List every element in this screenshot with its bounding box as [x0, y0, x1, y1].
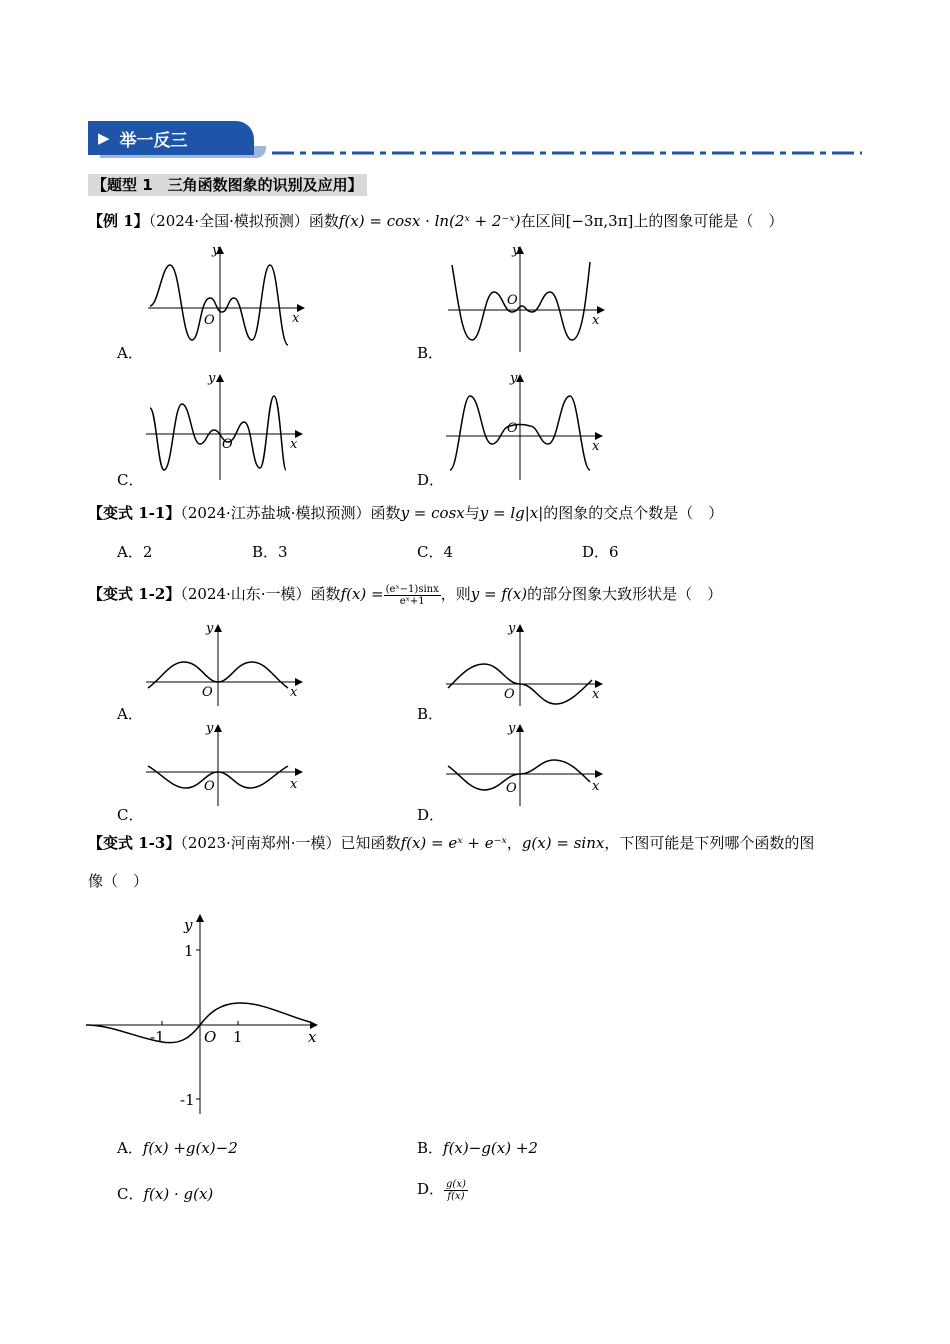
example1-tag: 【例 1】 [88, 212, 149, 230]
variant13-formula2: g(x) = sinx [521, 834, 605, 852]
origin-label: O [504, 687, 515, 702]
axis-y-label: y [212, 243, 220, 258]
axis-x-label: x [592, 439, 600, 454]
variant11-stem-post: 的图象的交点个数是（ ） [543, 504, 724, 522]
example1-graph-a [140, 240, 310, 355]
variant12-option-c: C． [117, 806, 144, 824]
x-tick-neg-1: -1 [150, 1028, 165, 1046]
fraction-numerator: (eˣ−1)sinx [385, 583, 439, 595]
example1-formula: f(x) = cosx · ln(2ˣ + 2⁻ˣ) [338, 212, 521, 230]
variant11-formula2: y = lg|x| [479, 504, 544, 522]
origin-label: O [204, 313, 215, 328]
variant12-option-b: B． [417, 705, 444, 723]
axis-x-label: x [592, 687, 600, 702]
topic-title: 【题型 1 三角函数图象的识别及应用】 [88, 174, 367, 196]
example1-stem-pre: 函数 [308, 212, 339, 230]
variant13-stem-line2: 像（ ） [88, 872, 149, 890]
origin-label: O [506, 781, 517, 796]
variant12-graph-d [440, 718, 610, 808]
origin-label: O [204, 779, 215, 794]
axis-x-label: x [290, 437, 298, 452]
axis-y-label: y [512, 243, 520, 258]
variant12-option-d: D． [417, 806, 445, 824]
example1-graph-b [440, 240, 610, 355]
example1-interval: [−3π,3π] [565, 212, 634, 230]
variant11-source: （2024·江苏盐城·模拟预测） [180, 504, 371, 522]
origin-label: O [507, 421, 518, 436]
variant13-sep: ， [506, 834, 522, 852]
variant13-choice-d [417, 1178, 468, 1202]
dash-rule-divider [272, 150, 862, 156]
origin-label: O [202, 685, 213, 700]
axis-y-label: y [508, 721, 516, 736]
choice-letter: B． [417, 1139, 444, 1157]
variant11-choice-a: A．2 [117, 543, 153, 561]
fraction-numerator: g(x) [446, 1178, 466, 1190]
fraction-denominator: f(x) [447, 1190, 465, 1202]
axis-y-label: y [206, 621, 214, 636]
choice-letter: C． [117, 1185, 144, 1203]
choice-fraction [444, 1179, 468, 1202]
example1-stem-post: 上的图象可能是（ ） [633, 212, 784, 230]
variant11-stem-mid: 与 [464, 504, 480, 522]
axis-x-label: x [308, 1028, 317, 1046]
axis-y-label: y [184, 916, 193, 934]
variant12-tag: 【变式 1-2】 [88, 585, 181, 603]
variant12-option-a: A． [117, 705, 143, 723]
variant11-choice-c: C．4 [417, 543, 454, 561]
variant12-formula-lhs: f(x) = [340, 585, 384, 603]
variant12-formula2: y = f(x) [470, 585, 528, 603]
variant13-tag: 【变式 1-3】 [88, 834, 181, 852]
example1-option-a: A． [117, 344, 143, 362]
variant13-stem-post: ，下图可能是下列哪个函数的图 [604, 834, 815, 852]
variant13-choice-b [417, 1137, 538, 1159]
variant11-tag: 【变式 1-1】 [88, 504, 181, 522]
choice-letter: D． [417, 1180, 445, 1198]
axis-y-label: y [508, 621, 516, 636]
variant12-graph-a [140, 618, 310, 708]
example1-stem [88, 210, 783, 232]
x-tick-1: 1 [233, 1028, 243, 1046]
variant12-graph-c [140, 718, 310, 808]
example1-option-b: B． [417, 344, 444, 362]
variant12-source: （2024·山东·一模） [180, 585, 311, 603]
example1-source: （2024·全国·模拟预测） [148, 212, 309, 230]
axis-y-label: y [208, 371, 216, 386]
variant13-choice-c [117, 1183, 213, 1205]
example1-graph-d [440, 368, 610, 483]
variant11-stem [88, 502, 723, 524]
choice-letter: A． [117, 1139, 143, 1157]
example1-option-d: D． [417, 471, 445, 489]
axis-x-label: x [292, 311, 300, 326]
variant12-stem [88, 583, 722, 607]
play-triangle-icon: ▶ [98, 129, 110, 147]
axis-y-label: y [510, 371, 518, 386]
variant13-choice-a [117, 1137, 238, 1159]
y-tick-1: 1 [184, 942, 194, 960]
variant11-formula1: y = cosx [400, 504, 465, 522]
variant12-stem-mid: ，则 [440, 585, 471, 603]
banner-title: 举一反三 [119, 130, 188, 151]
origin-label: O [222, 437, 233, 452]
variant11-stem-pre: 函数 [370, 504, 401, 522]
section-banner [88, 121, 254, 155]
choice-expression: f(x)−g(x) +2 [443, 1139, 538, 1157]
origin-label: O [204, 1028, 217, 1046]
example1-graph-c [140, 368, 310, 483]
fraction-denominator: eˣ+1 [399, 595, 425, 607]
variant12-stem-post: 的部分图象大致形状是（ ） [527, 585, 723, 603]
variant13-graph [82, 908, 332, 1118]
example1-stem-mid: 在区间 [520, 212, 566, 230]
variant13-stem-pre: 已知函数 [340, 834, 401, 852]
variant11-choice-b: B．3 [252, 543, 288, 561]
variant13-formula1: f(x) = eˣ + e⁻ˣ [400, 834, 507, 852]
axis-x-label: x [290, 777, 298, 792]
choice-expression: f(x) +g(x)−2 [142, 1139, 238, 1157]
variant11-choice-d: D．6 [582, 543, 619, 561]
variant13-stem [88, 832, 814, 854]
axis-x-label: x [290, 685, 298, 700]
axis-x-label: x [592, 313, 600, 328]
variant13-source: （2023·河南郑州·一模） [180, 834, 341, 852]
y-tick-neg-1: -1 [180, 1091, 195, 1109]
variant12-stem-pre: 函数 [310, 585, 341, 603]
variant12-fraction [384, 584, 441, 607]
origin-label: O [507, 293, 518, 308]
axis-x-label: x [592, 779, 600, 794]
axis-y-label: y [206, 721, 214, 736]
example1-option-c: C． [117, 471, 144, 489]
variant12-graph-b [440, 618, 610, 708]
choice-expression: f(x) · g(x) [143, 1185, 214, 1203]
